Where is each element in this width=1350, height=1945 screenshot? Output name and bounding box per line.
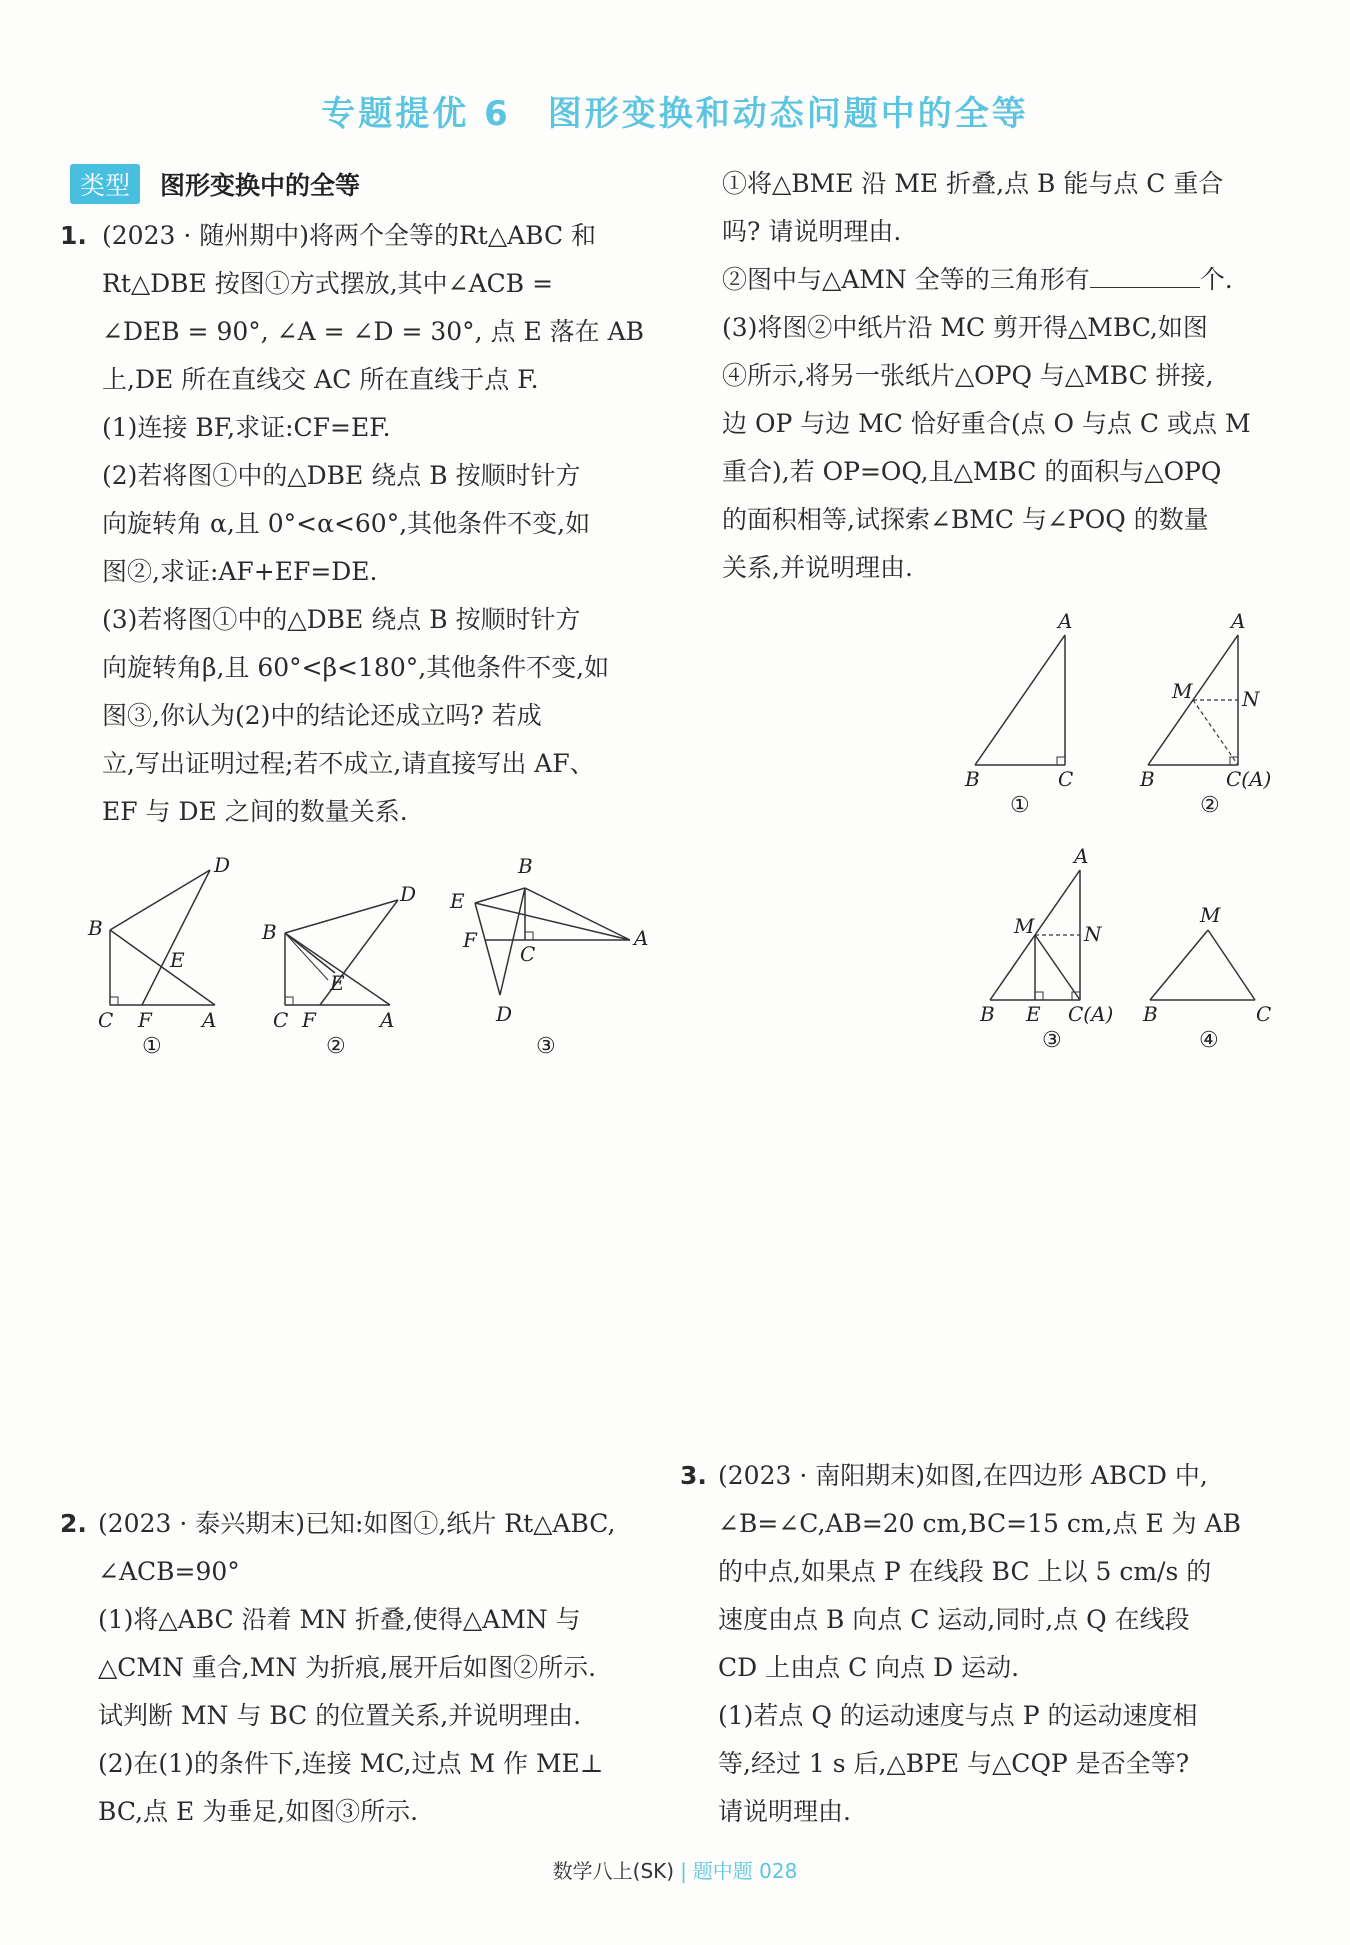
q2-figure-2 — [1139, 609, 1271, 818]
label-D: D — [400, 882, 417, 906]
label-N: N — [1242, 687, 1260, 711]
q2-line: 重合),若 OP=OQ,且△MBC 的面积与△OPQ — [722, 457, 1222, 486]
section-title: 图形变换中的全等 — [160, 171, 361, 200]
q1-line: 立,写出证明过程;若不成立,请直接写出 AF、 — [102, 749, 595, 778]
q1-figure-3 — [449, 855, 648, 1059]
section-tag: 类型 — [70, 164, 140, 204]
label-CA: C(A) — [1226, 767, 1272, 791]
q3-line: 的中点,如果点 P 在线段 BC 上以 5 cm/s 的 — [718, 1557, 1212, 1586]
q3-line: (2023 · 南阳期末)如图,在四边形 ABCD 中, — [718, 1461, 1208, 1490]
q2-line: 吗? 请说明理由. — [722, 217, 902, 246]
answer-blank — [1090, 257, 1200, 288]
q2-line: ②图中与△AMN 全等的三角形有 个. — [722, 256, 1282, 304]
caption-4: ④ — [1199, 1028, 1219, 1053]
label-E: E — [330, 971, 345, 995]
q2-figures — [950, 600, 1290, 1070]
q1-line: (2023 · 随州期中)将两个全等的Rt△ABC 和 — [102, 221, 597, 250]
q2-figure-3 — [979, 844, 1113, 1053]
q2-line: ①将△BME 沿 ME 折叠,点 B 能与点 C 重合 — [722, 169, 1224, 198]
label-E: E — [450, 889, 465, 913]
label-A: A — [202, 1008, 217, 1032]
q1-line: 图③,你认为(2)中的结论还成立吗? 若成 — [102, 701, 542, 730]
q3-line: CD 上由点 C 向点 D 运动. — [718, 1653, 1020, 1682]
label-M: M — [1172, 679, 1193, 703]
q1-line: 向旋转角 α,且 0°<α<60°,其他条件不变,如 — [102, 509, 591, 538]
q1-line: (1)连接 BF,求证:CF=EF. — [102, 413, 391, 442]
q2-line: (2023 · 泰兴期末)已知:如图①,纸片 Rt△ABC, — [98, 1509, 616, 1538]
q3-line: ∠B=∠C,AB=20 cm,BC=15 cm,点 E 为 AB — [718, 1509, 1242, 1538]
label-B: B — [965, 767, 980, 791]
q1-text — [102, 212, 662, 836]
page-footer: 数学八上(SK) | 题中题 028 — [552, 1859, 798, 1883]
label-B: B — [1143, 1002, 1158, 1026]
caption-3: ③ — [1042, 1028, 1062, 1053]
q1-figures — [80, 855, 650, 1065]
q1-line: ∠DEB = 90°, ∠A = ∠D = 30°, 点 E 落在 AB — [102, 317, 645, 346]
label-C: C — [98, 1008, 114, 1032]
label-B: B — [262, 920, 277, 944]
label-B: B — [88, 916, 103, 940]
label-C: C — [1058, 767, 1074, 791]
q1-number: 1. — [60, 221, 87, 250]
page-title: 专题提优 6 图形变换和动态问题中的全等 — [321, 94, 1029, 134]
q2-line: (1)将△ABC 沿着 MN 折叠,使得△AMN 与 — [98, 1605, 581, 1634]
q1-line: (3)若将图①中的△DBE 绕点 B 按顺时针方 — [102, 605, 581, 634]
label-F: F — [463, 928, 477, 952]
label-N: N — [1084, 922, 1102, 946]
q2-line: 关系,并说明理由. — [722, 553, 913, 582]
q1-line: (2)若将图①中的△DBE 绕点 B 按顺时针方 — [102, 461, 581, 490]
q1-line: 向旋转角β,且 60°<β<180°,其他条件不变,如 — [102, 653, 610, 682]
caption-1: ① — [142, 1034, 162, 1059]
label-D: D — [214, 855, 231, 877]
label-M: M — [1014, 914, 1035, 938]
caption-3: ③ — [536, 1034, 556, 1059]
label-F: F — [302, 1008, 316, 1032]
q2-line: 的面积相等,试探索∠BMC 与∠POQ 的数量 — [722, 505, 1209, 534]
page-number: 028 — [759, 1859, 798, 1883]
footer-section: 题中题 — [692, 1859, 753, 1883]
q2-line: (3)将图②中纸片沿 MC 剪开得△MBC,如图 — [722, 313, 1208, 342]
label-A: A — [380, 1008, 395, 1032]
q2-continued — [722, 160, 1282, 592]
q1-figure-2 — [261, 882, 416, 1059]
q1-line: Rt△DBE 按图①方式摆放,其中∠ACB = — [102, 269, 554, 298]
label-A: A — [1074, 844, 1089, 868]
q2-text — [98, 1500, 658, 1836]
q2-figure-4 — [1142, 903, 1271, 1053]
q1-line: 图②,求证:AF+EF=DE. — [102, 557, 378, 586]
q3-line: 等,经过 1 s 后,△BPE 与△CQP 是否全等? — [718, 1749, 1190, 1778]
caption-1: ① — [1010, 793, 1030, 818]
q2-line: ∠ACB=90° — [98, 1557, 240, 1586]
q2-line: 试判断 MN 与 BC 的位置关系,并说明理由. — [98, 1701, 582, 1730]
q1-line: EF 与 DE 之间的数量关系. — [102, 797, 408, 826]
q2-line: ④所示,将另一张纸片△OPQ 与△MBC 拼接, — [722, 361, 1214, 390]
q2-line: (2)在(1)的条件下,连接 MC,过点 M 作 ME⊥ — [98, 1749, 604, 1778]
q1-line: 上,DE 所在直线交 AC 所在直线于点 F. — [102, 365, 539, 394]
label-C: C — [273, 1008, 289, 1032]
label-E: E — [170, 948, 185, 972]
caption-2: ② — [1200, 793, 1220, 818]
q3-text — [718, 1452, 1288, 1836]
label-M: M — [1200, 903, 1221, 927]
q2-number: 2. — [60, 1509, 87, 1538]
q2-line: BC,点 E 为垂足,如图③所示. — [98, 1797, 419, 1826]
q3-number: 3. — [680, 1461, 707, 1490]
label-F: F — [138, 1008, 152, 1032]
label-A: A — [634, 926, 649, 950]
label-B: B — [1140, 767, 1155, 791]
label-D: D — [496, 1002, 513, 1026]
q2-line: 边 OP 与边 MC 恰好重合(点 O 与点 C 或点 M — [722, 409, 1251, 438]
caption-2: ② — [326, 1034, 346, 1059]
footer-book: 数学八上(SK) — [552, 1859, 675, 1883]
q2-figure-1 — [964, 609, 1073, 818]
label-C: C — [1256, 1002, 1272, 1026]
q3-line: (1)若点 Q 的运动速度与点 P 的运动速度相 — [718, 1701, 1198, 1730]
label-A: A — [1231, 609, 1246, 633]
label-B: B — [518, 855, 533, 878]
q3-line: 速度由点 B 向点 C 运动,同时,点 Q 在线段 — [718, 1605, 1190, 1634]
q1-figure-1 — [87, 855, 230, 1059]
label-A: A — [1058, 609, 1073, 633]
q3-line: 请说明理由. — [718, 1797, 851, 1826]
q2-line: △CMN 重合,MN 为折痕,展开后如图②所示. — [98, 1653, 597, 1682]
label-E: E — [1026, 1002, 1041, 1026]
label-B: B — [980, 1002, 995, 1026]
label-CA: C(A) — [1068, 1002, 1114, 1026]
label-C: C — [520, 942, 536, 966]
